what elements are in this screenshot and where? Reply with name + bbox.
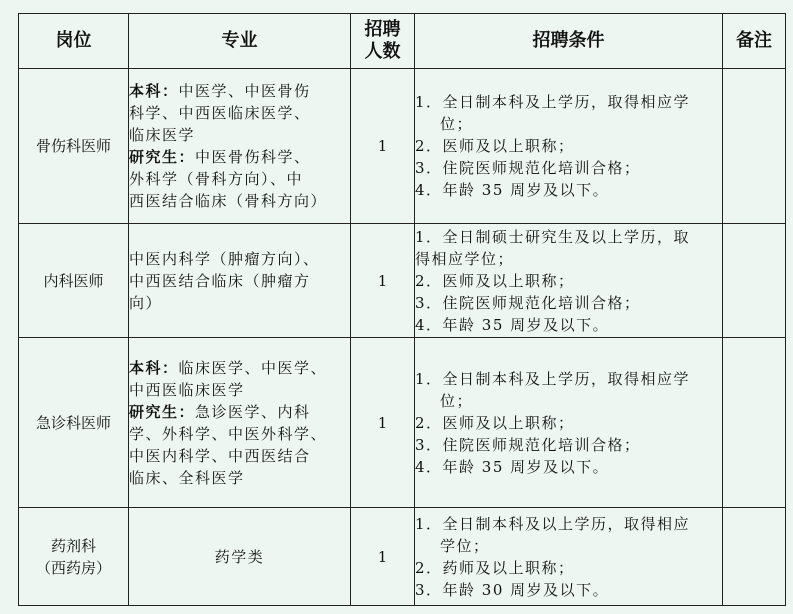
header-row (19, 14, 786, 69)
major-label: 研究生： (129, 148, 196, 166)
table-row (19, 224, 786, 338)
notes-cell (723, 338, 786, 508)
condition-line: 学位； (440, 536, 490, 555)
conditions-cell (415, 338, 723, 508)
table-row (19, 69, 786, 224)
condition-line: 位； (440, 115, 474, 133)
condition-line: 2．医师及以上职称； (415, 271, 575, 290)
conditions-cell (415, 69, 723, 224)
major-line: 临床医学 (129, 126, 196, 144)
position-cell (19, 508, 129, 606)
position-cell: 内科医师 (19, 224, 129, 338)
position-line: （西药房） (35, 558, 111, 577)
condition-line: 4．年龄 35 周岁及以下。 (415, 315, 610, 334)
major-label: 本科： (129, 358, 179, 377)
position-line: 药剂科 (50, 536, 96, 555)
major-label: 本科： (129, 82, 179, 100)
condition-line: 3．住院医师规范化培训合格； (415, 293, 641, 312)
major-cell (129, 69, 351, 224)
major-label: 研究生： (129, 402, 196, 421)
header-position: 岗位 (19, 14, 129, 69)
major-line (129, 401, 350, 423)
table-row (19, 508, 786, 606)
condition-line: 1．全日制本科及上学历，取得相应学 (415, 93, 691, 111)
condition-line: 位； (440, 391, 474, 410)
major-text: 中医骨伤科学、 (195, 148, 311, 166)
header-count (351, 14, 415, 69)
major-line: 外科学（骨科方向）、中 (129, 170, 304, 188)
condition-line: 4．年龄 35 周岁及以下。 (415, 181, 610, 199)
condition-line: 1．全日制本科及上学历，取得相应学 (415, 369, 691, 388)
condition-line: 3．住院医师规范化培训合格； (415, 435, 641, 454)
major-text: 急诊医学、内科 (195, 402, 311, 421)
major-cell (129, 224, 351, 338)
condition-line: 1．全日制硕士研究生及以上学历，取 (415, 227, 691, 246)
conditions-cell (415, 508, 723, 606)
major-line: 中西医临床医学 (129, 380, 245, 399)
major-line: 中医内科学、中西医结合 (129, 446, 311, 465)
count-cell: 1 (351, 69, 415, 224)
major-line: 中西医结合临床（肿瘤方 (129, 271, 311, 290)
table-row (19, 338, 786, 508)
position-cell: 急诊科医师 (19, 338, 129, 508)
major-line (129, 357, 350, 379)
major-cell (129, 508, 351, 606)
major-text: 中医学、中医骨伤 (178, 82, 311, 100)
major-line: 西医结合临床（骨科方向） (129, 192, 328, 210)
major-line (129, 80, 350, 102)
condition-line: 1．全日制本科及以上学历，取得相应 (415, 514, 691, 533)
condition-line: 得相应学位； (415, 249, 515, 268)
major-line: 学、外科学、中医外科学、 (129, 424, 328, 443)
notes-cell (723, 508, 786, 606)
conditions-cell (415, 224, 723, 338)
major-cell (129, 338, 351, 508)
major-line: 药学类 (214, 547, 265, 566)
count-cell: 1 (351, 338, 415, 508)
condition-line: 3．住院医师规范化培训合格； (415, 159, 641, 177)
major-text: 临床医学、中医学、 (178, 358, 328, 377)
notes-cell (723, 69, 786, 224)
major-line (129, 146, 350, 168)
major-line: 向） (129, 293, 163, 312)
condition-line: 4．年龄 35 周岁及以下。 (415, 457, 610, 476)
header-major: 专业 (129, 14, 351, 69)
condition-line: 2．医师及以上职称； (415, 413, 575, 432)
position-cell: 骨伤科医师 (19, 69, 129, 224)
condition-line: 3．年龄 30 周岁及以下。 (415, 580, 610, 599)
major-line: 临床、全科医学 (129, 468, 245, 487)
header-conditions: 招聘条件 (415, 14, 723, 69)
count-cell: 1 (351, 508, 415, 606)
major-line: 科学、中西医临床医学、 (129, 104, 311, 122)
notes-cell (723, 224, 786, 338)
header-count-line2: 人数 (364, 41, 401, 62)
recruitment-table (18, 13, 786, 606)
header-count-line1: 招聘 (364, 19, 401, 40)
count-cell: 1 (351, 224, 415, 338)
major-line: 中医内科学（肿瘤方向）、 (129, 249, 320, 268)
condition-line: 2．医师及以上职称； (415, 137, 575, 155)
condition-line: 2．药师及以上职称； (415, 558, 575, 577)
header-notes: 备注 (723, 14, 786, 69)
